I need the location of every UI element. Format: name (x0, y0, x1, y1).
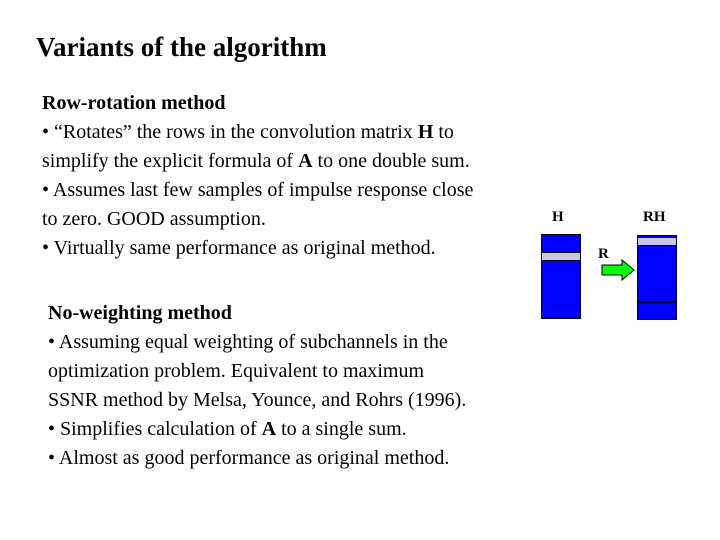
no-weighting-bullet-1-cont: optimization problem. Equivalent to maximum (48, 360, 425, 382)
text-segment: • “Rotates” the rows in the convolution matrix (42, 121, 418, 143)
matrix-h-highlight-row (542, 252, 580, 261)
row-rotation-heading: Row-rotation method (42, 92, 226, 114)
text-segment: to (433, 121, 454, 143)
slide-title: Variants of the algorithm (36, 32, 327, 62)
matrix-rh (637, 235, 677, 320)
no-weighting-section (48, 299, 466, 473)
row-rotation-bullet-1-cont (42, 147, 473, 176)
matrix-symbol-a: A (261, 418, 277, 440)
matrix-symbol-h: H (417, 121, 434, 143)
no-weighting-bullet-3: • Almost as good performance as original method. (48, 447, 450, 469)
row-rotation-bullet-2: • Assumes last few samples of impulse response close (42, 179, 474, 201)
matrix-h (541, 234, 581, 319)
rotation-arrow-icon (601, 259, 635, 281)
matrix-rh-row-divider (638, 301, 676, 303)
no-weighting-bullet-2 (48, 415, 466, 444)
text-segment: to a single sum. (276, 418, 407, 440)
text-segment: to one double sum. (312, 150, 470, 172)
row-rotation-bullet-1 (42, 118, 473, 147)
no-weighting-heading: No-weighting method (48, 302, 232, 324)
matrix-h-label: H (552, 209, 564, 225)
row-rotation-bullet-3: • Virtually same performance as original method. (42, 237, 436, 259)
text-segment: • Simplifies calculation of (48, 418, 262, 440)
matrix-rh-label: RH (643, 209, 666, 225)
no-weighting-bullet-1: • Assuming equal weighting of subchannels in the (48, 331, 448, 353)
row-rotation-bullet-2-cont: to zero. GOOD assumption. (42, 208, 266, 230)
no-weighting-bullet-1-cont-2: SSNR method by Melsa, Younce, and Rohrs (1996). (48, 389, 467, 411)
text-segment: simplify the explicit formula of (42, 150, 299, 172)
rotation-r-label: R (598, 246, 609, 262)
matrix-symbol-a: A (298, 150, 313, 172)
matrix-rh-highlight-row (638, 237, 676, 246)
row-rotation-section (42, 89, 473, 263)
